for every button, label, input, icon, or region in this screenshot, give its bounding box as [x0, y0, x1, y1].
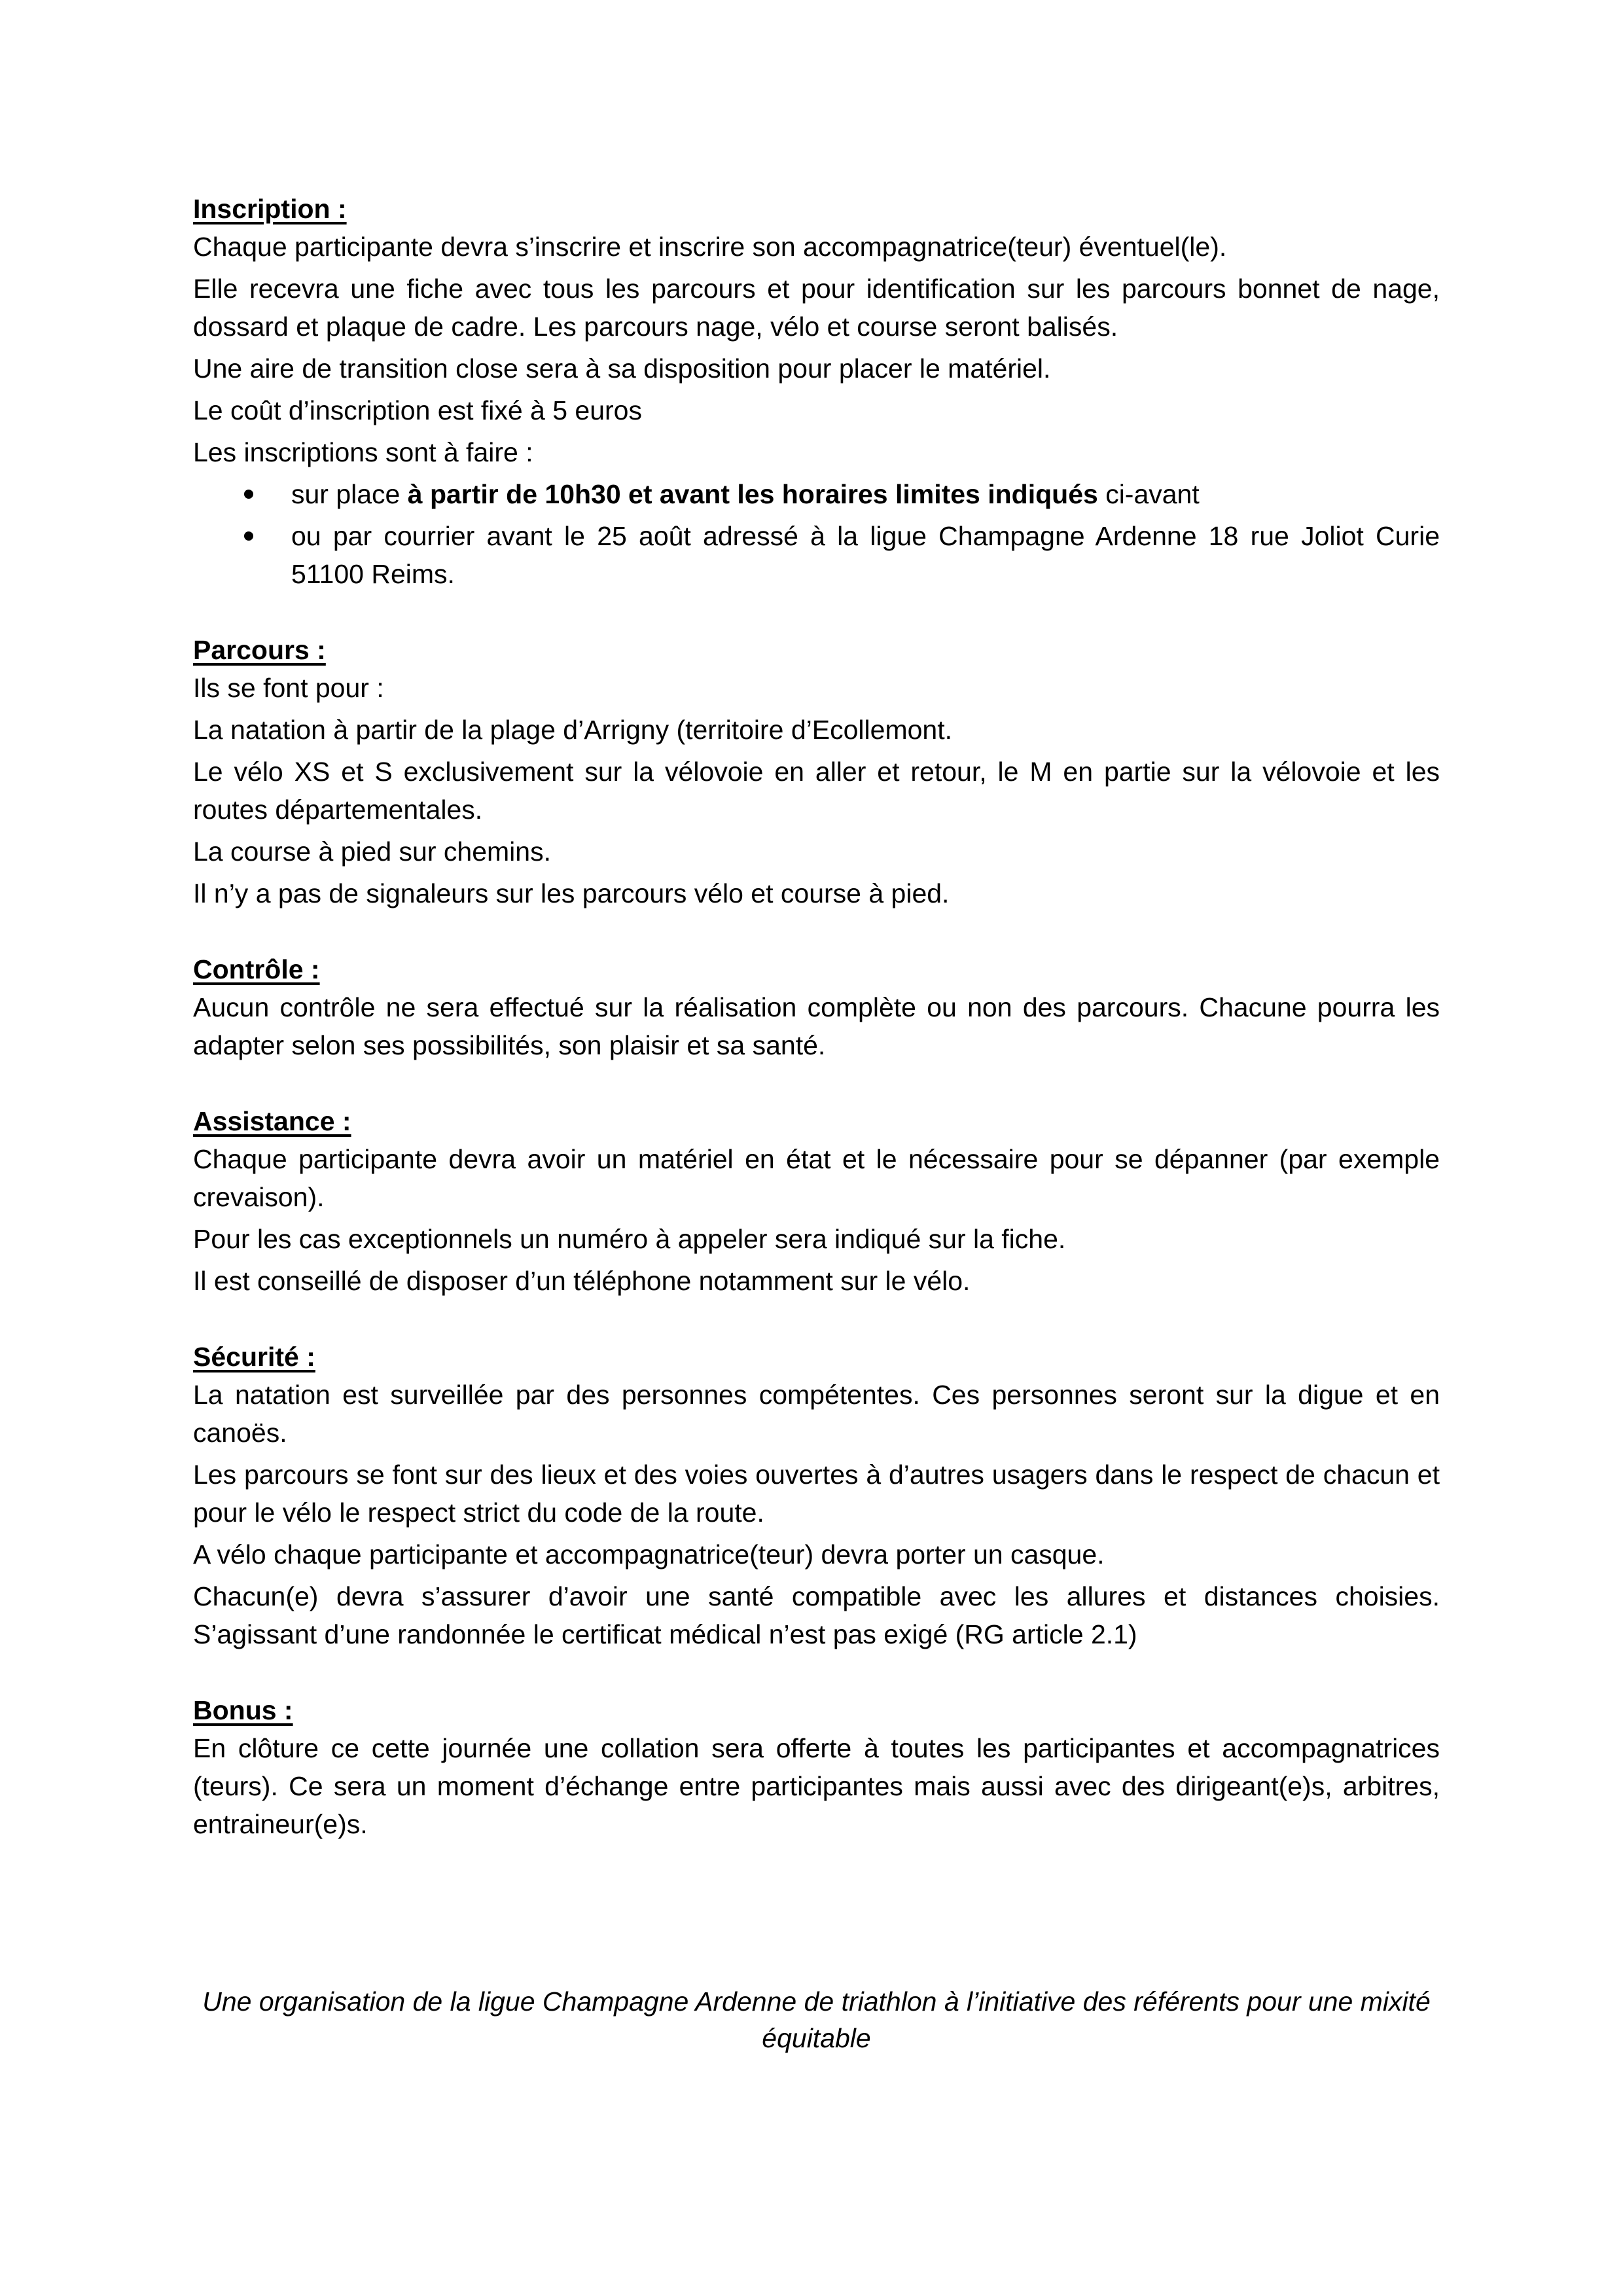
heading-bonus: Bonus : [193, 1695, 293, 1725]
bullet-icon [244, 490, 253, 499]
paragraph: Ils se font pour : [193, 673, 384, 703]
list-item [291, 475, 1440, 513]
paragraph: Les inscriptions sont à faire : [193, 437, 533, 467]
paragraph: Il n’y a pas de signaleurs sur les parcours vélo et course à pied. [193, 878, 950, 908]
list-item-text: ou par courrier avant le 25 août adressé à la ligue Champagne Ardenne 18 rue Joliot Curie 51100 Reims. [291, 521, 1440, 589]
paragraph: Il est conseillé de disposer d’un téléphone notamment sur le vélo. [193, 1266, 971, 1296]
paragraph: Chacun(e) devra s’assurer d’avoir une santé compatible avec les allures et distances choisies. S’agissant d’une randonnée le certificat médical n’est pas exigé (RG article 2.1) [193, 1581, 1440, 1649]
paragraph: Chaque participante devra avoir un matériel en état et le nécessaire pour se dépanner (par exemple crevaison). [193, 1144, 1440, 1212]
section-assistance [193, 1102, 1440, 1300]
paragraph: Le vélo XS et S exclusivement sur la vélovoie en aller et retour, le M en partie sur la vélovoie et les routes départementales. [193, 757, 1440, 825]
bullet-icon [244, 531, 253, 541]
paragraph: Elle recevra une fiche avec tous les parcours et pour identification sur les parcours bonnet de nage, dossard et plaque de cadre. Les parcours nage, vélo et course seront balisés. [193, 274, 1440, 342]
list-item-text: sur place [291, 479, 408, 509]
paragraph: Les parcours se font sur des lieux et des voies ouvertes à d’autres usagers dans le respect de chacun et pour le vélo le respect strict du code de la route. [193, 1460, 1440, 1528]
paragraph: En clôture ce cette journée une collation sera offerte à toutes les participantes et accompagnatrices (teurs). Ce sera un moment d’échange entre participantes mais aussi avec des dirigeant(e)s, arbitres, entraineur(e)s. [193, 1733, 1440, 1839]
footer-note: Une organisation de la ligue Champagne Ardenne de triathlon à l’initiative des référents pour une mixité équitable [202, 1986, 1431, 2053]
paragraph: Chaque participante devra s’inscrire et inscrire son accompagnatrice(teur) éventuel(le). [193, 232, 1227, 262]
paragraph: Le coût d’inscription est fixé à 5 euros [193, 395, 642, 425]
section-parcours [193, 631, 1440, 912]
paragraph: Pour les cas exceptionnels un numéro à appeler sera indiqué sur la fiche. [193, 1224, 1066, 1254]
paragraph: Une aire de transition close sera à sa disposition pour placer le matériel. [193, 353, 1051, 384]
list-item-text: ci-avant [1097, 479, 1200, 509]
paragraph: A vélo chaque participante et accompagnatrice(teur) devra porter un casque. [193, 1539, 1105, 1570]
inscription-list [193, 475, 1440, 593]
heading-securite: Sécurité : [193, 1342, 315, 1372]
section-controle [193, 950, 1440, 1064]
heading-inscription: Inscription : [193, 194, 347, 224]
paragraph: Aucun contrôle ne sera effectué sur la réalisation complète ou non des parcours. Chacune pourra les adapter selon ses possibilités, son plaisir et sa santé. [193, 992, 1440, 1060]
section-inscription [193, 190, 1440, 593]
heading-controle: Contrôle : [193, 954, 320, 984]
document-body [193, 190, 1440, 1881]
heading-parcours: Parcours : [193, 635, 326, 665]
paragraph: La natation est surveillée par des personnes compétentes. Ces personnes seront sur la digue et en canoës. [193, 1380, 1440, 1448]
list-item-bold: à partir de 10h30 et avant les horaires limites indiqués [407, 479, 1098, 509]
list-item [291, 517, 1440, 593]
paragraph: La course à pied sur chemins. [193, 836, 551, 867]
paragraph: La natation à partir de la plage d’Arrigny (territoire d’Ecollemont. [193, 715, 952, 745]
section-bonus [193, 1691, 1440, 1843]
section-securite [193, 1338, 1440, 1653]
heading-assistance: Assistance : [193, 1106, 351, 1136]
